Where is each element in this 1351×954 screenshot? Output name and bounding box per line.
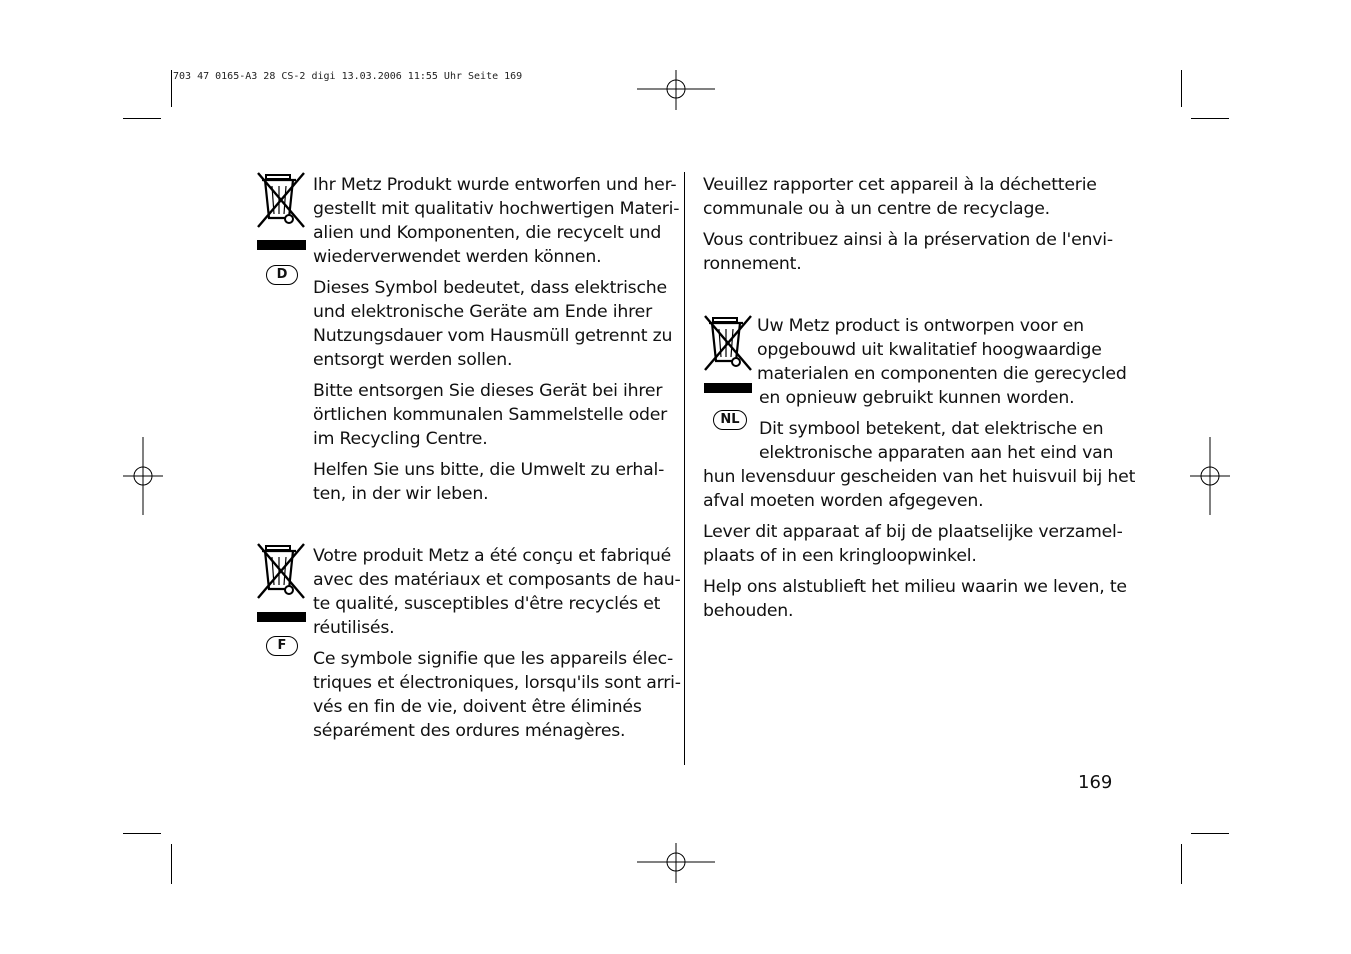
nl-paragraph-4: Help ons alstublieft het milieu waarin we leven, te behouden. [703, 577, 1127, 621]
nl-intro: Uw Metz product is ontworpen voor en opgebouwd uit kwalitatief hoogwaardige materialen en componenten die gerecycled en opnieuw gebruikt kunnen worden. [757, 316, 1127, 408]
de-paragraph-2: Dieses Symbol bedeutet, dass elektrische und elektronische Geräte am Ende ihrer Nutzungsdauer vom Hausmüll getrennt zu entsorgt werden sollen. [313, 278, 673, 370]
fr-intro: Votre produit Metz a été conçu et fabriqué avec des matériaux et composants de hau- te qualité, susceptibles d'être recyclés et réutilisés. [313, 546, 681, 638]
language-badge-de: D [266, 265, 298, 285]
column-divider [684, 172, 685, 765]
weee-bar [257, 240, 306, 250]
fr-paragraph-4: Vous contribuez ainsi à la préservation de l'envi- ronnement. [703, 230, 1113, 274]
weee-bin-icon [256, 543, 306, 599]
de-paragraph-3: Bitte entsorgen Sie dieses Gerät bei ihrer örtlichen kommunalen Sammelstelle oder im Recycling Centre. [313, 381, 668, 449]
registration-mark-top [637, 70, 715, 110]
language-badge-fr: F [266, 636, 298, 656]
weee-bin-icon [256, 172, 306, 228]
registration-mark-right [1190, 437, 1230, 515]
nl-paragraph-2: Dit symbool betekent, dat elektrische en elektronische apparaten aan het eind van hun levensduur gescheiden van het huisvuil bij het afval moeten worden afgegeven. [703, 419, 1136, 511]
nl-paragraph-3: Lever dit apparaat af bij de plaatselijke verzamel- plaats of in een kringloopwinkel. [703, 522, 1123, 566]
print-slug: 703 47 0165-A3 28 CS-2 digi 13.03.2006 11:55 Uhr Seite 169 [173, 71, 523, 82]
registration-mark-left [123, 437, 163, 515]
registration-mark-bottom [637, 843, 715, 883]
de-intro: Ihr Metz Produkt wurde entworfen und her- gestellt mit qualitativ hochwertigen Materi- alien und Komponenten, die recycelt und wiederverwendet werden können. [313, 175, 680, 267]
de-paragraph-4: Helfen Sie uns bitte, die Umwelt zu erhal- ten, in der wir leben. [313, 460, 665, 504]
weee-bar [257, 612, 306, 622]
fr-paragraph-2: Ce symbole signifie que les appareils élec- triques et électroniques, lorsqu'ils sont arri- vés en fin de vie, doivent être éliminés séparément des ordures ménagères. [313, 649, 681, 741]
fr-paragraph-3: Veuillez rapporter cet appareil à la déchetterie communale ou à un centre de recyclage. [703, 175, 1097, 219]
language-badge-nl: NL [713, 410, 747, 430]
weee-bar [704, 383, 752, 393]
weee-bin-icon [703, 315, 753, 371]
page-number: 169 [1078, 772, 1113, 793]
